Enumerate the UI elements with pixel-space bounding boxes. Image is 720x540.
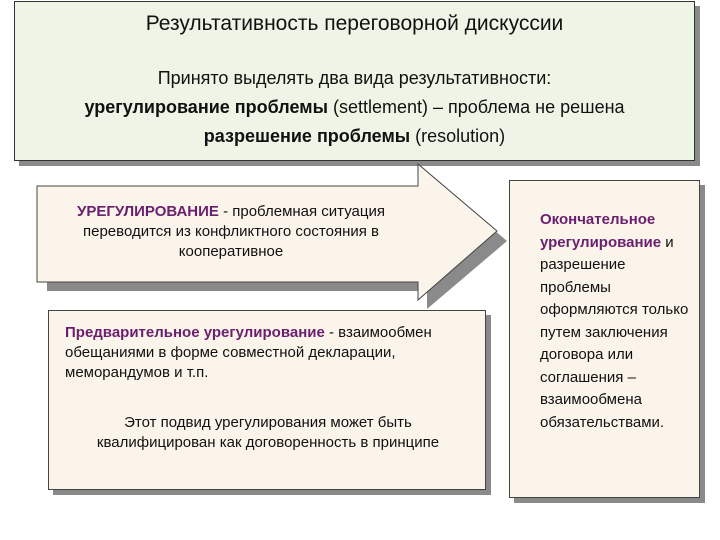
- resolution-desc: (resolution): [410, 126, 506, 146]
- preliminary-heading: Предварительное урегулирование: [65, 324, 325, 341]
- intro-text: Принято выделять два вида результативности:: [157, 68, 552, 88]
- final-definition: [540, 209, 700, 434]
- final-definition-text: и разрешение проблемы оформляются только путем заключения договора или соглашения – взаимообмена обязательствами.: [540, 233, 689, 431]
- settlement-definition: [56, 202, 406, 262]
- settlement-desc: (settlement) – проблема не решена: [327, 97, 625, 117]
- settlement-definition-text: - проблемная ситуация переводится из конфликтного состояния в кооперативное: [83, 203, 385, 260]
- final-box: [509, 180, 700, 498]
- preliminary-definition: [65, 323, 475, 383]
- final-heading: Окончательное урегулирование: [540, 211, 662, 251]
- preliminary-box: [48, 310, 486, 490]
- preliminary-definition-text: - взаимообмен обещаниями в форме совместной декларации, меморандумов и т.п.: [65, 324, 432, 381]
- settlement-heading: УРЕГУЛИРОВАНИЕ: [77, 203, 219, 220]
- resolution-term: разрешение проблемы: [203, 126, 411, 146]
- settlement-term: урегулирование проблемы: [84, 97, 328, 117]
- page-title: Результативность переговорной дискуссии: [145, 12, 564, 35]
- preliminary-note: Этот подвид урегулирования может быть квалифицирован как договоренность в принципе: [96, 414, 440, 451]
